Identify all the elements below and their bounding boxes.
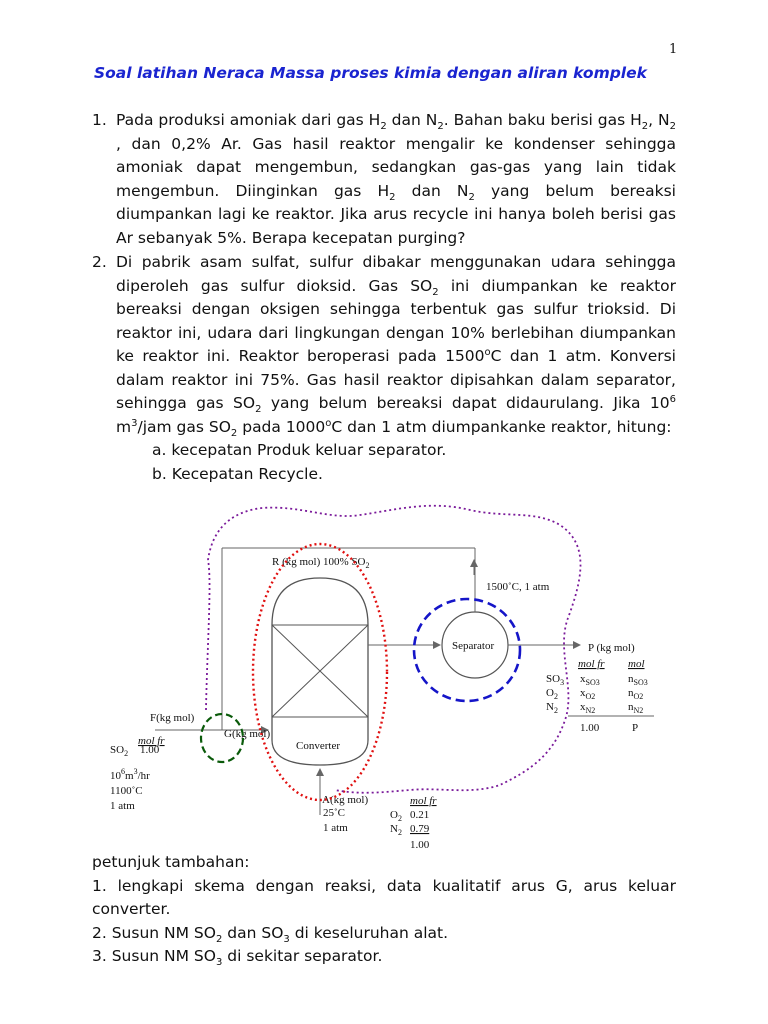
page-number: 1 [669,42,678,57]
product-stream-label: P (kg mol) [588,642,635,654]
red-dotted-boundary [253,544,387,800]
page-title: Soal latihan Neraca Massa proses kimia dengan aliran komplek [94,64,647,82]
product-comp-so3: $SO_3$ [546,673,565,687]
product-x-o2: $x_{O2}$ [580,687,596,701]
hint-3: 3. Susun NM $SO_3$ di sekitar separator. [92,947,383,969]
feed-press: 1 atm [110,800,135,812]
recycle-stream-label: R (kg mol) 100% $SO_2$ [272,556,370,570]
feed-f-label: F(kg mol) [150,712,195,724]
product-x-so3: $x_{SO3}$ [580,673,600,687]
separator-label: Separator [452,640,495,652]
product-total-fr: 1.00 [580,722,600,734]
product-mol-head: mol [628,658,645,670]
problem-1-number: 1. [92,111,107,129]
hints-heading: petunjuk tambahan: [92,853,250,871]
air-comp-o2: $O_2$ [390,809,402,823]
air-molfr-head: mol fr [410,795,437,807]
converter-label: Converter [296,740,340,752]
problem-2-number: 2. [92,253,107,271]
problem-2-sub-b: b. Kecepatan Recycle. [152,464,323,483]
air-total: 1.00 [410,839,430,851]
product-n-so3: $n_{SO3}$ [628,673,648,687]
product-comp-n2: $N_2$ [546,701,558,715]
hints-section [92,851,676,969]
product-table [546,658,654,734]
air-comp-n2: $N_2$ [390,823,402,837]
separator-conditions: 1500˚C, 1 atm [486,581,550,593]
product-total-mol: P [632,722,639,734]
hint-1: 1. lengkapi skema dengan reaksi, data kualitatif arus G, arus keluar converter. [92,876,676,918]
feed-fr: 1.00 [140,744,160,756]
product-x-n2: $x_{N2}$ [580,701,596,715]
problem-2-sub-a: a. kecepatan Produk keluar separator. [152,441,447,459]
converter-vessel [272,578,368,765]
product-n-o2: $n_{O2}$ [628,687,644,701]
product-n-n2: $n_{N2}$ [628,701,644,715]
air-label: A(kg mol) [322,794,369,806]
feed-comp: $SO_2$ [110,744,129,758]
purple-dotted-boundary [206,506,581,793]
problem-1-text: Pada produksi amoniak dari gas $H_2$ dan $N_2$. Bahan baku berisi gas $H_2$, $N_2$ , dan 0,2% Ar. Gas hasil reaktor mengalir ke kondenser sehingga amoniak dapat mengembun, sedangkan gas-gas yang lain tidak mengembun. Diinginkan gas $H_2$ dan $N_2$ yang belum bereaksi diumpankan lagi ke reaktor. Jika arus recycle ini hanya boleh berisi gas Ar sebanyak 5%. Berapa kecepatan purging? [116,111,676,247]
air-temp: 25˚C [323,807,345,819]
hint-2: 2. Susun NM $SO_2$ dan $SO_3$ di keseluruhan alat. [92,923,449,945]
product-comp-o2: $O_2$ [546,687,558,701]
air-fr-o2: 0.21 [410,809,430,821]
air-press: 1 atm [323,822,348,834]
product-molfr-head: mol fr [578,658,605,670]
feed-molfr-head: mol fr [138,735,165,747]
problem-2-text: Di pabrik asam sulfat, sulfur dibakar menggunakan udara sehingga diperoleh gas sulfur dioksid. Gas $SO_2$ ini diumpankan ke reaktor bereaksi dengan oksigen sehingga terbentuk gas sulfur trioksid. Di reaktor ini, udara dari lingkungan dengan 10% berlebihan diumpankan ke reaktor ini. Reaktor beroperasi pada 1500$^o$C dan 1 atm. Konversi dalam reaktor ini 75%. Gas hasil reaktor dipisahkan dalam separator, sehingga gas $SO_2$ yang belum bereaksi dapat didaurulang. Jika $10^6$ $m^3$/jam gas $SO_2$ pada 1000$^o$C dan 1 atm diumpankanke reaktor, hitung: [116,253,676,439]
feed-g-label: G(kg mol) [224,728,271,740]
air-fr-n2: 0.79 [410,823,430,835]
feed-rate: $10^6m^3/hr$ [110,767,150,782]
feed-temp: 1100˚C [110,785,143,797]
